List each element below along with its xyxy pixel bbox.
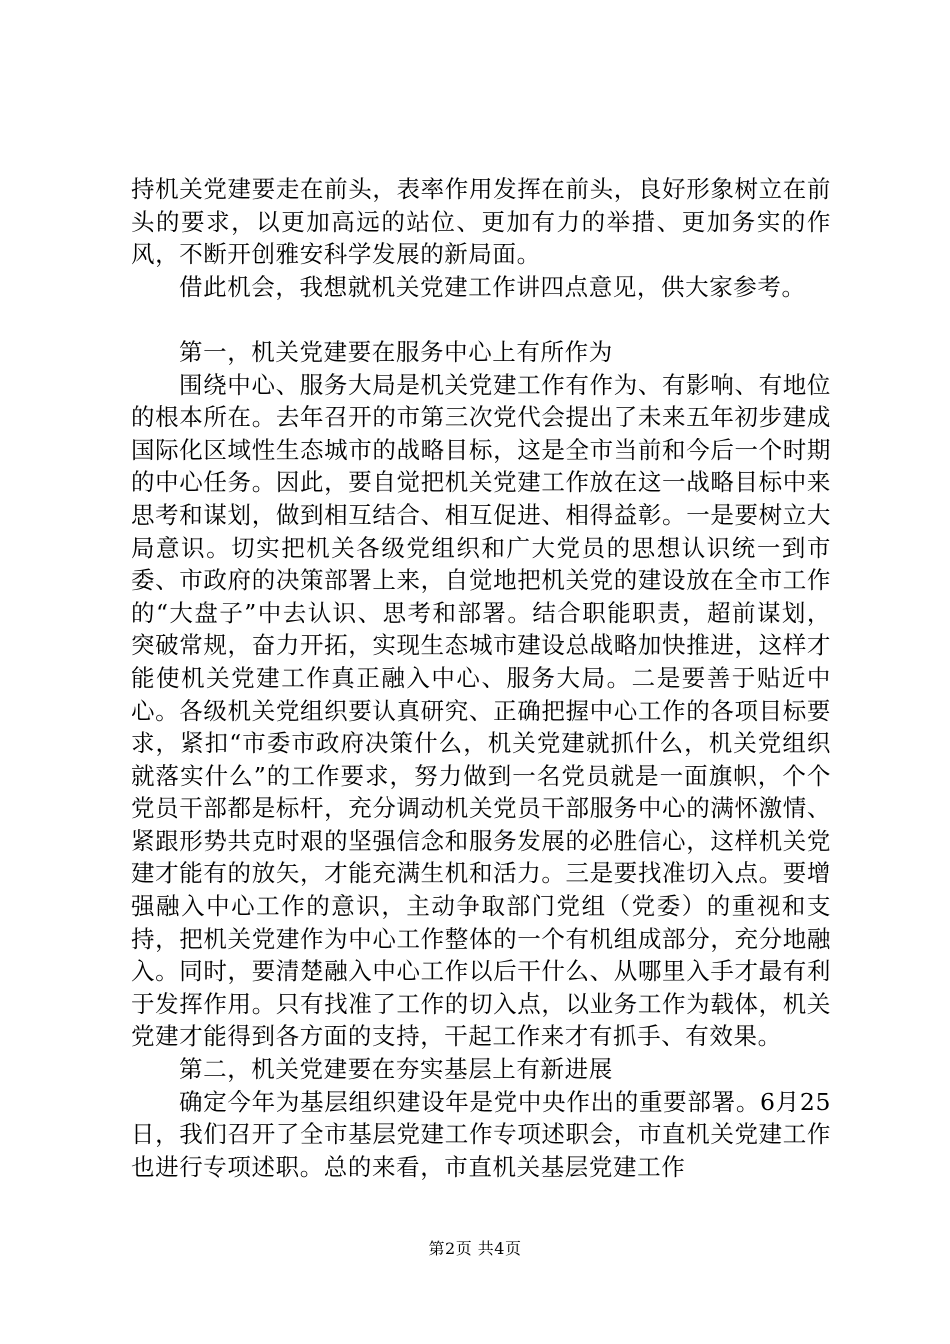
paragraph-continuation: 持机关党建要走在前头，表率作用发挥在前头，良好形象树立在前头的要求，以更加高远的站位、更加有力的举措、更加务实的作风，不断开创雅安科学发展的新局面。 — [131, 175, 831, 269]
paragraph-spacer — [131, 303, 831, 336]
paragraph-first-section-body: 围绕中心、服务大局是机关党建工作有作为、有影响、有地位的根本所在。去年召开的市第三次党代会提出了未来五年初步建成国际化区域性生态城市的战略目标，这是全市当前和今后一个时期的中心任务。因此，要自觉把机关党建工作放在这一战略目标中来思考和谋划，做到相互结合、相互促进、相得益彰。一是要树立大局意识。切实把机关各级党组织和广大党员的思想认识统一到市委、市政府的决策部署上来，自觉地把机关党的建设放在全市工作的“大盘子”中去认识、思考和部署。结合职能职责，超前谋划，突破常规，奋力开拓，实现生态城市建设总战略加快推进，这样才能使机关党建工作真正融入中心、服务大局。二是要善于贴近中心。各级机关党组织要认真研究、正确把握中心工作的各项目标要求，紧扣“市委市政府决策什么，机关党建就抓什么，机关党组织就落实什么”的工作要求，努力做到一名党员就是一面旗帜，个个党员干部都是标杆，充分调动机关党员干部服务中心的满怀激情、紧跟形势共克时艰的坚强信念和服务发展的必胜信心，这样机关党建才能有的放矢，才能充满生机和活力。三是要找准切入点。要增强融入中心工作的意识，主动争取部门党组（党委）的重视和支持，把机关党建作为中心工作整体的一个有机组成部分，充分地融入。同时，要清楚融入中心工作以后干什么、从哪里入手才最有利于发挥作用。只有找准了工作的切入点，以业务工作为载体，机关党建才能得到各方面的支持，干起工作来才有抓手、有效果。 — [131, 370, 831, 1051]
section-heading-second: 第二，机关党建要在夯实基层上有新进展 — [179, 1055, 613, 1084]
document-body — [131, 173, 831, 1183]
page-number-footer: 第2页 共4页 — [428, 1239, 522, 1258]
paragraph-opinions-intro: 借此机会，我想就机关党建工作讲四点意见，供大家参考。 — [179, 272, 806, 301]
section-heading-first: 第一，机关党建要在服务中心上有所作为 — [179, 337, 613, 366]
paragraph-second-section-body: 确定今年为基层组织建设年是党中央作出的重要部署。6月25日，我们召开了全市基层党建工作专项述职会，市直机关党建工作也进行专项述职。总的来看，市直机关基层党建工作 — [131, 1087, 831, 1181]
